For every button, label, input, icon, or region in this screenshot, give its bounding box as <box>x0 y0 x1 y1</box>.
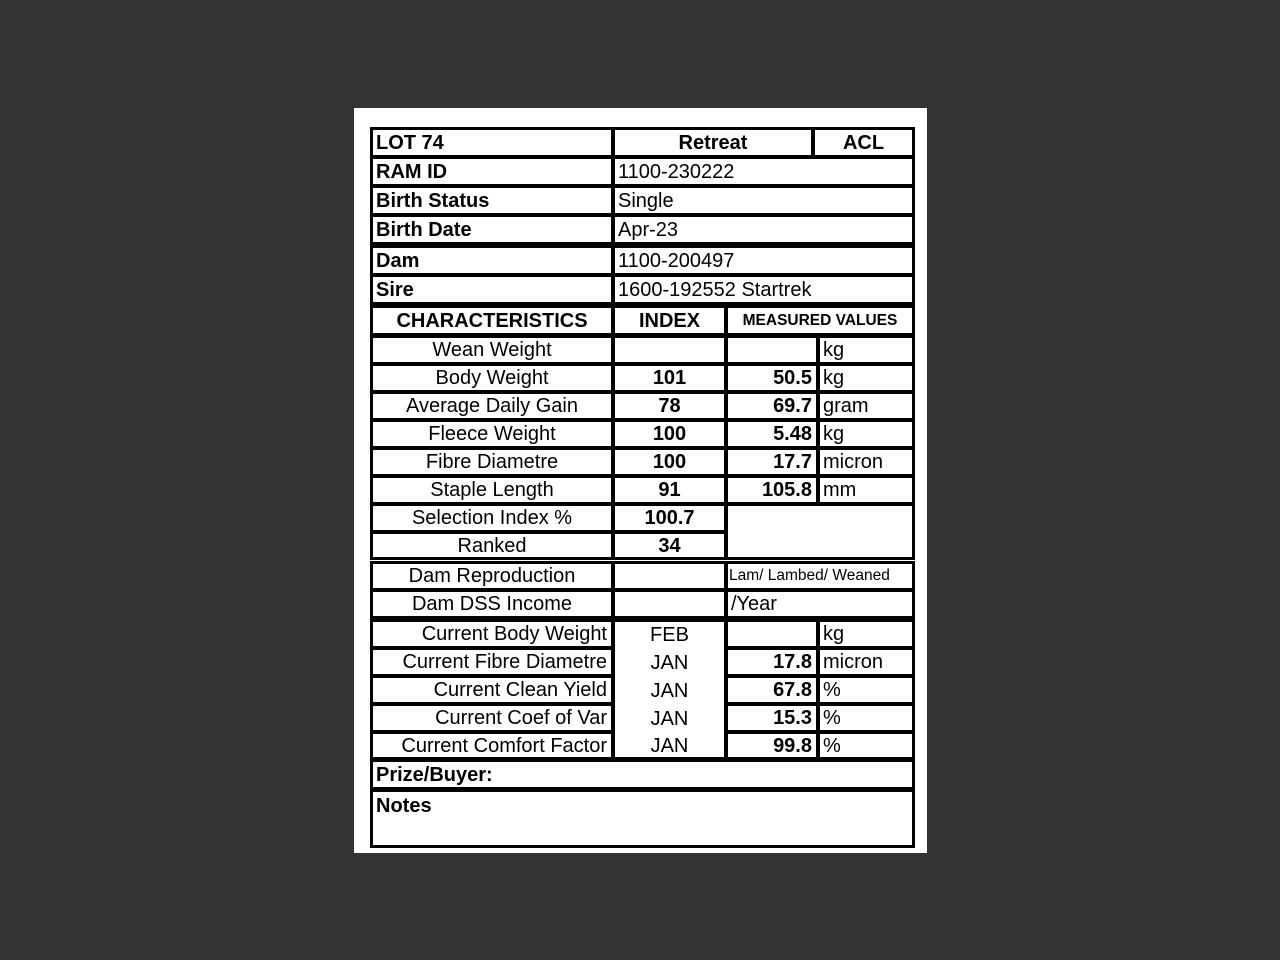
current-month: JAN <box>650 679 689 702</box>
trait-value: 5.48 <box>725 419 819 449</box>
trait-value: 17.7 <box>725 447 819 477</box>
info-label: RAM ID <box>370 156 614 187</box>
current-unit: micron <box>817 647 915 677</box>
current-month: FEB <box>650 623 689 646</box>
trait-name: Fleece Weight <box>370 419 614 449</box>
dam-dss-index <box>612 589 727 619</box>
current-month: JAN <box>650 734 689 757</box>
trait-index: 78 <box>612 391 727 421</box>
trait-value: 50.5 <box>725 363 819 393</box>
selection-index-label: Selection Index % <box>370 503 614 533</box>
current-name: Current Coef of Var <box>370 703 614 733</box>
current-name: Current Comfort Factor <box>370 731 614 760</box>
farm-name: Retreat <box>612 127 814 158</box>
dam-reproduction-value: Lam/ Lambed/ Weaned <box>725 561 915 591</box>
current-value: 67.8 <box>725 675 819 705</box>
dam-reproduction-label: Dam Reproduction <box>370 561 614 591</box>
trait-name: Body Weight <box>370 363 614 393</box>
current-value <box>725 619 819 649</box>
trait-name: Staple Length <box>370 475 614 505</box>
info-label: Dam <box>370 245 614 276</box>
trait-index: 91 <box>612 475 727 505</box>
notes-label: Notes <box>370 789 915 848</box>
month-column <box>612 619 727 760</box>
current-value: 99.8 <box>725 731 819 760</box>
info-label: Birth Status <box>370 185 614 216</box>
info-value: 1600-192552 Startrek <box>612 274 915 305</box>
trait-unit: mm <box>817 475 915 505</box>
trait-unit: kg <box>817 363 915 393</box>
lot-card <box>354 108 927 853</box>
current-month: JAN <box>650 707 689 730</box>
trait-unit: kg <box>817 335 915 365</box>
dam-dss-value: /Year <box>725 589 915 619</box>
lot-number: LOT 74 <box>370 127 614 158</box>
trait-name: Fibre Diametre <box>370 447 614 477</box>
trait-unit: gram <box>817 391 915 421</box>
prize-buyer-label: Prize/Buyer: <box>370 759 915 790</box>
dam-reproduction-index <box>612 561 727 591</box>
col-header-characteristics: CHARACTERISTICS <box>370 305 614 336</box>
info-label: Sire <box>370 274 614 305</box>
current-unit: kg <box>817 619 915 649</box>
current-unit: % <box>817 731 915 760</box>
current-name: Current Clean Yield <box>370 675 614 705</box>
col-header-index: INDEX <box>612 305 727 336</box>
selection-blank-cell <box>725 503 915 560</box>
current-name: Current Body Weight <box>370 619 614 649</box>
current-value: 15.3 <box>725 703 819 733</box>
current-unit: % <box>817 703 915 733</box>
trait-value: 69.7 <box>725 391 819 421</box>
trait-name: Wean Weight <box>370 335 614 365</box>
current-name: Current Fibre Diametre <box>370 647 614 677</box>
breed-code: ACL <box>812 127 915 158</box>
trait-unit: kg <box>817 419 915 449</box>
info-label: Birth Date <box>370 214 614 245</box>
current-value: 17.8 <box>725 647 819 677</box>
trait-index: 100 <box>612 447 727 477</box>
current-unit: % <box>817 675 915 705</box>
current-month: JAN <box>650 651 689 674</box>
trait-index <box>612 335 727 365</box>
ranked-value: 34 <box>612 531 727 560</box>
trait-unit: micron <box>817 447 915 477</box>
info-value: 1100-200497 <box>612 245 915 276</box>
col-header-measured: MEASURED VALUES <box>725 305 915 336</box>
trait-index: 101 <box>612 363 727 393</box>
info-value: 1100-230222 <box>612 156 915 187</box>
ranked-label: Ranked <box>370 531 614 560</box>
info-value: Apr-23 <box>612 214 915 245</box>
trait-value: 105.8 <box>725 475 819 505</box>
selection-index-value: 100.7 <box>612 503 727 533</box>
info-value: Single <box>612 185 915 216</box>
trait-index: 100 <box>612 419 727 449</box>
trait-value <box>725 335 819 365</box>
trait-name: Average Daily Gain <box>370 391 614 421</box>
dam-dss-label: Dam DSS Income <box>370 589 614 619</box>
